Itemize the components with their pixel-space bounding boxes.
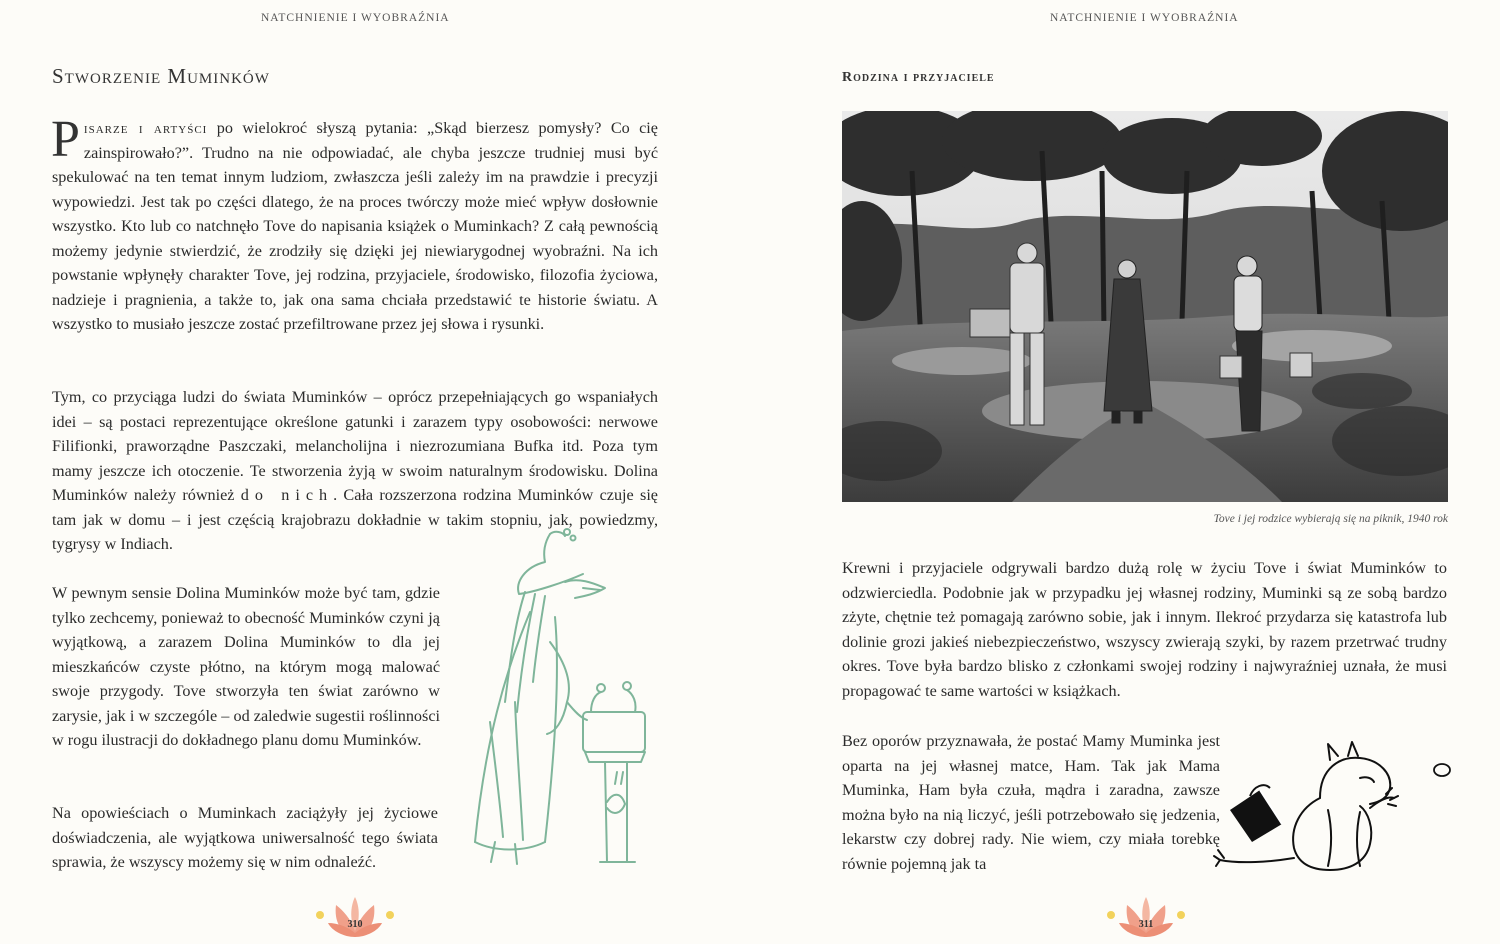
family-photo: [842, 111, 1448, 502]
paragraph-2-text-a: Tym, co przyciąga ludzi do świata Muminków – oprócz przepełniających go wspaniałych idei – są postaci reprezentujące określone gatunki i zarazem typy osobowości: nerwowe Filifionki, praworządne Paszczaki, melancholijna i niezrozumiana Bufka itd. Poza tym mamy jeszcze ich otoczenie. Te stworzenia żyją w swoim naturalnym środowisku. Dolina Muminków należy również: [52, 388, 658, 504]
lotus-ornament-icon: [310, 893, 400, 939]
folio-left: [310, 893, 400, 939]
running-head-right: NATCHNIENIE I WYOBRAŹNIA: [1050, 12, 1239, 24]
paragraph-3: W pewnym sensie Dolina Muminków może być tam, gdzie tylko zechcemy, ponieważ to obecność Muminków czyni ją wyjątkową, a zarazem Dolina Muminków to dla jej mieszkańców czyste płótno, na którym mogą malować swoje przygody. Tove stworzyła ten świat zarówno w zarysie, jak i w szczególe – od zaledwie sugestii roślinności w rogu ilustracji do dokładnego planu domu Muminków.: [52, 584, 440, 749]
page-number-right: 311: [1138, 919, 1154, 930]
page-number-left: 310: [347, 919, 363, 930]
photo-caption: Tove i jej rodzice wybierają się na piknik, 1940 rok: [1213, 513, 1448, 525]
right-page: [750, 0, 1500, 939]
paragraph-6: Bez oporów przyznawała, że postać Mamy Muminka jest oparta na jej własnej matce, Ham. Tak jak Mama Muminka, Ham była czuła, mądra i zaradna, zawsze można było na nią liczyć, jeśli potrzebowało się jedzenia, lekarstw czy dobrej rady. Nie wiem, czy miała torebkę równie pojemną jak ta: [842, 732, 1220, 873]
lead-in-smallcaps: isarze i artyści: [83, 119, 208, 137]
paragraph-1: [51, 111, 658, 337]
emphasis-spaced: do nich: [240, 486, 334, 504]
moominmamma-illustration: [1210, 738, 1460, 878]
paragraph-5: Krewni i przyjaciele odgrywali bardzo dużą rolę w życiu Tove i świat Muminków to odzwierciedla. Podobnie jak w przypadku jej własnej rodziny, Muminki są ze sobą bardzo zżyte, chętnie też pomagają zarówno sobie, jak i innym. Ilekroć przydarza się katastrofa lub dolinie grozi jakieś niebezpieczeństwo, wszyscy zwierają szyki, by razem przetrwać trudny okres. Tove była bardzo blisko z członkami swojej rodziny i najwyraźniej uznała, że musi propagować te same wartości w książkach.: [842, 559, 1447, 700]
folio-right: [1101, 893, 1191, 939]
paragraph-2-text-b: . Cała rozszerzona rodzina Muminków czuje się tam jak w domu – i jest częścią krajobrazu dokładnie w takim stopniu, jak, powiedzmy, tygrysy w Indiach.: [52, 486, 658, 553]
running-head-left: NATCHNIENIE I WYOBRAŹNIA: [261, 12, 450, 24]
paragraph-1-text: po wielokroć słyszą pytania: „Skąd bierzesz pomysły? Co cię zainspirowało?”. Trudno na nie odpowiadać, ale chyba jeszcze trudniej musi być spekulować na ten temat innym ludziom, zwłaszcza jeśli zależy im na prawdzie i precyzji wypowiedzi. Jest tak po części dlatego, że na proces twórczy może mieć wpływ dosłownie wszystko. Kto lub co natchnęło Tove do napisania książek o Muminkach? Z całą pewnością możemy jedynie stwierdzić, że zrodziły się dzięki jej niewiarygodnej wyobraźni. Na ich powstanie wpłynęły charakter Tove, jej rodzina, przyjaciele, środowisko, filozofia życiowa, nadzieje i pragnienia, a także to, jak ona sama chciała przedstawić te historie światu. A wszystko to musiało jeszcze zostać przefiltrowane przez jej słowa i rysunki.: [52, 119, 658, 333]
chapter-title: Stworzenie Muminków: [52, 64, 270, 88]
paragraph-4: Na opowieściach o Muminkach zaciążyły jej życiowe doświadczenia, ale wyjątkowa uniwersalność tego świata sprawia, że wszyscy możemy się w nim odnaleźć.: [52, 804, 438, 871]
section-title: Rodzina i przyjaciele: [842, 70, 995, 85]
drop-cap: P: [51, 111, 80, 168]
witch-illustration: [455, 522, 665, 870]
left-page: [0, 0, 750, 939]
lotus-ornament-icon: [1101, 893, 1191, 939]
